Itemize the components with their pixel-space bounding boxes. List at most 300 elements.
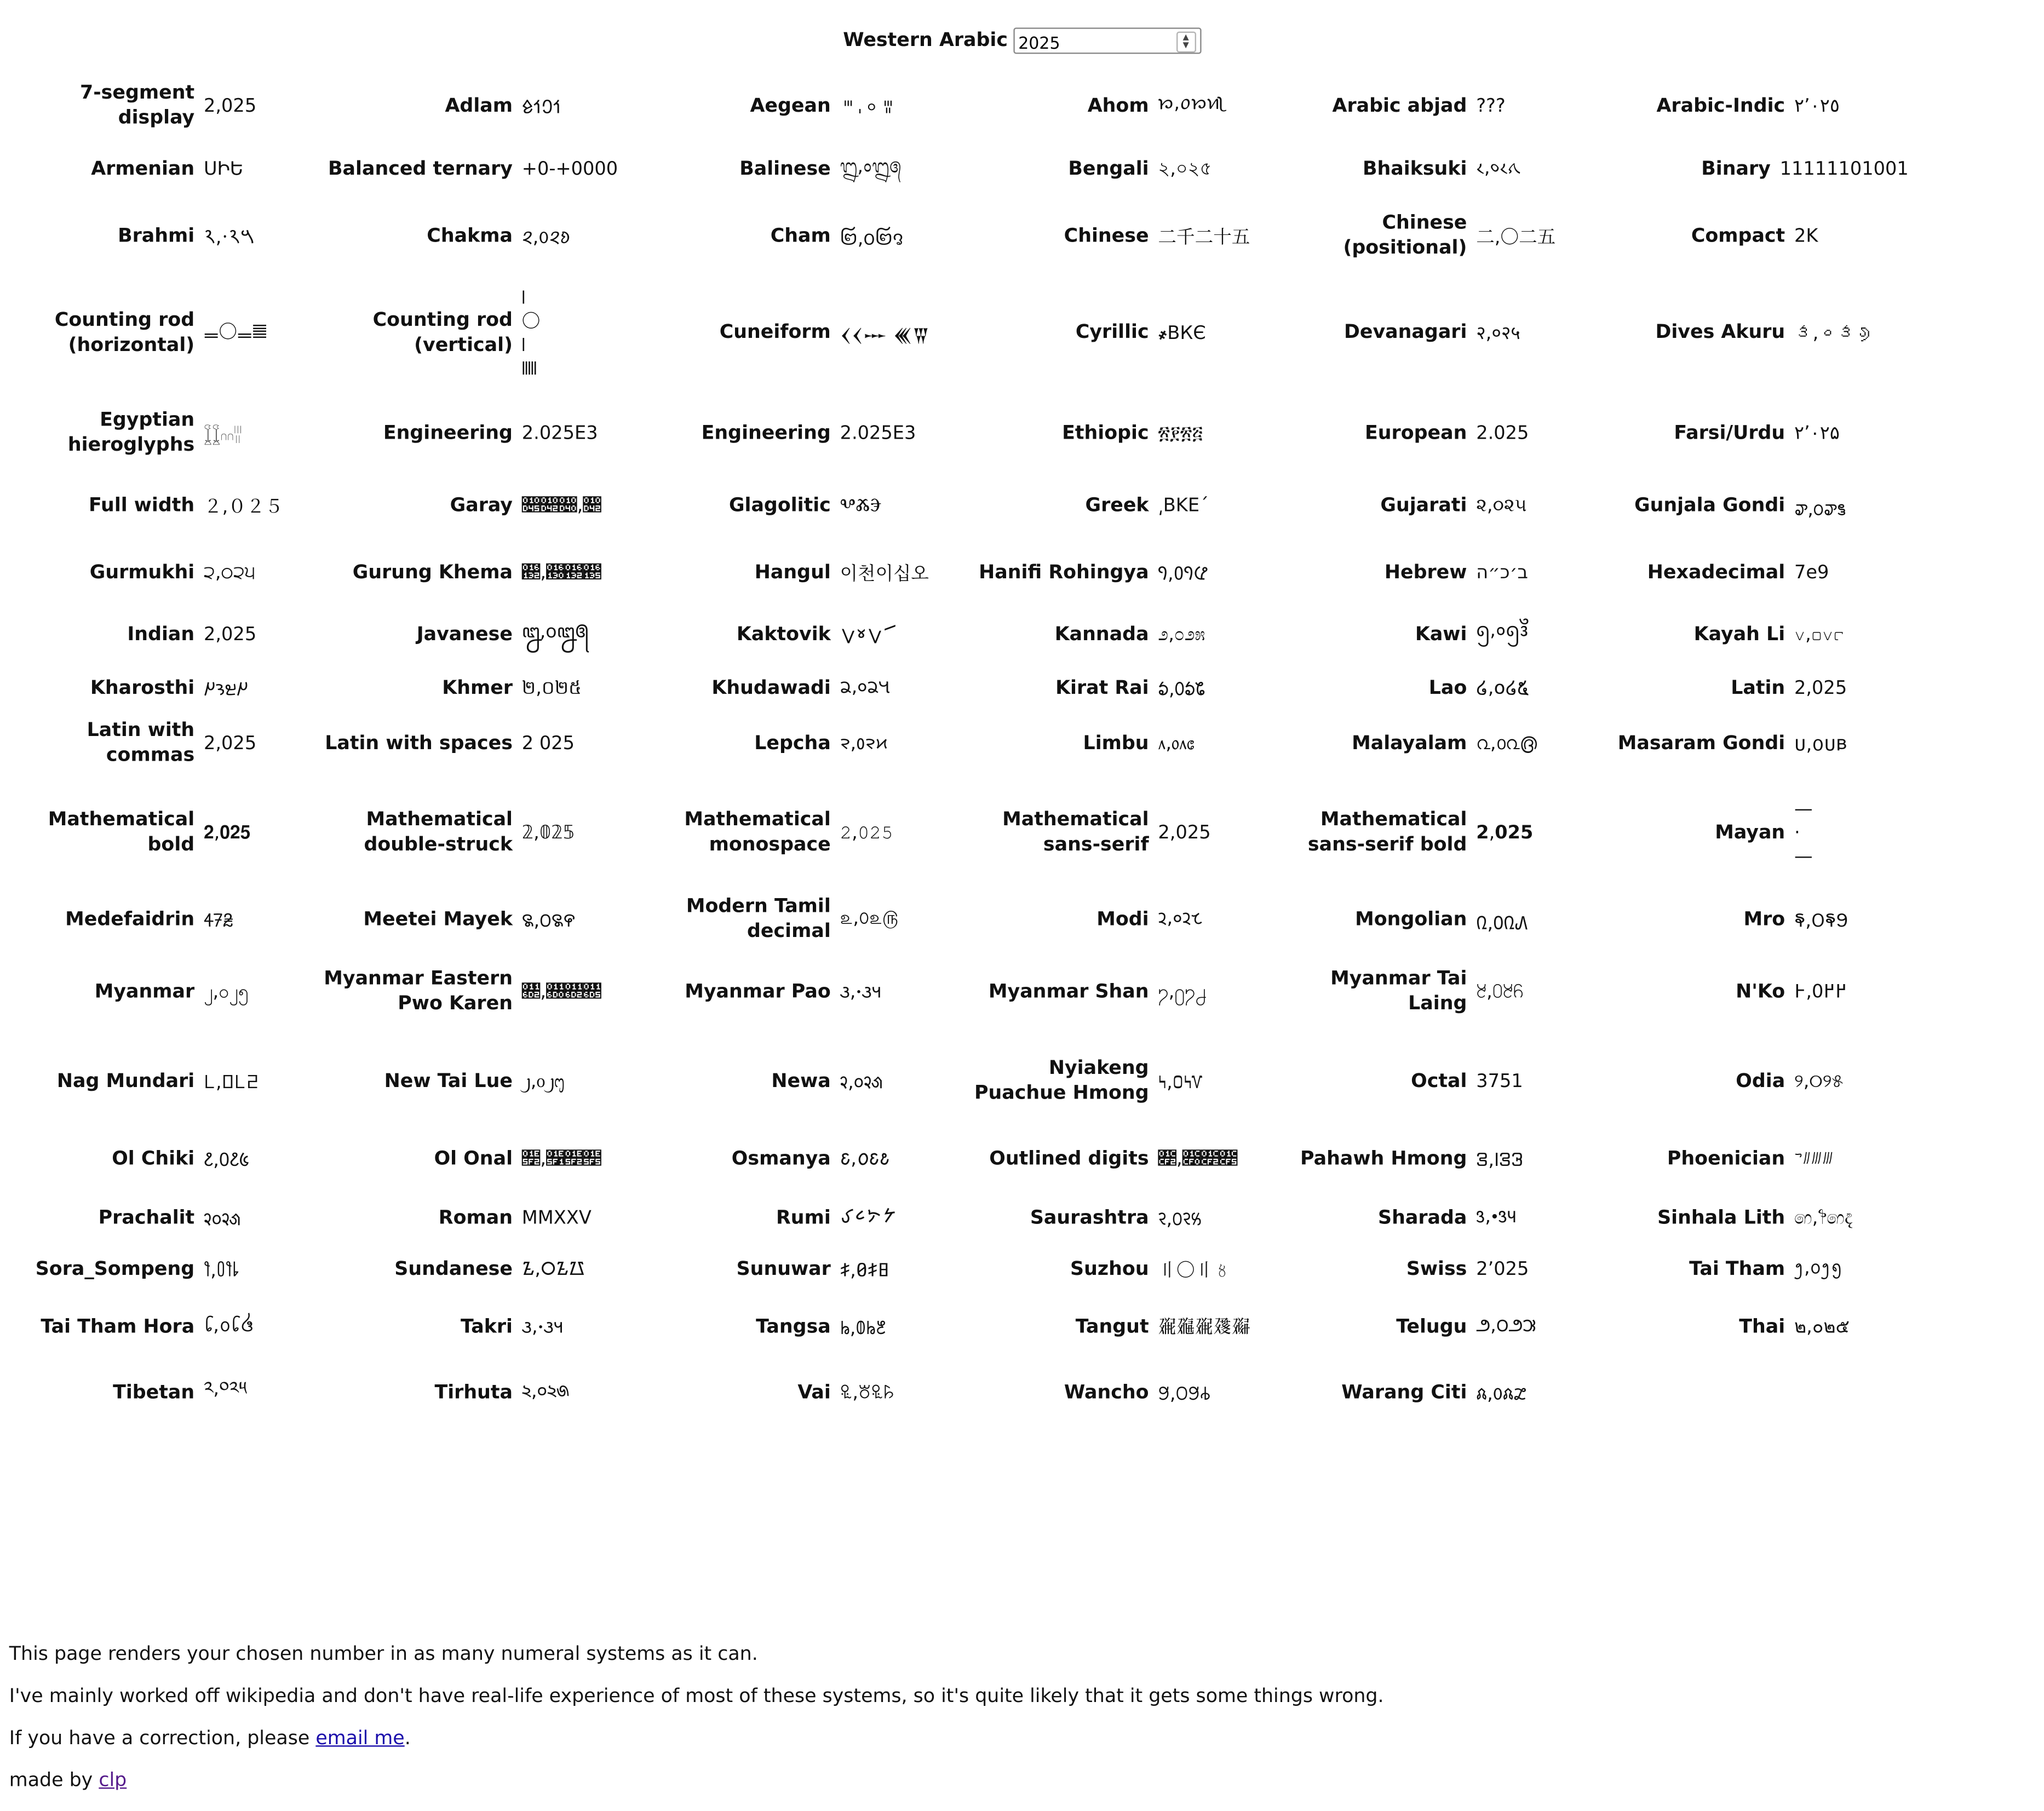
numeral-cell bbox=[0, 1245, 318, 1295]
numeral-cell bbox=[318, 395, 636, 472]
numeral-system-label: Myanmar Eastern Pwo Karen bbox=[324, 968, 513, 1015]
numeral-cell bbox=[0, 774, 318, 893]
numeral-system-label: Malayalam bbox=[1352, 733, 1467, 754]
numeral-cell bbox=[318, 1126, 636, 1192]
numeral-grid bbox=[0, 76, 2044, 1426]
numeral-value: ᱒,᱐᱒᱕ bbox=[204, 1149, 249, 1171]
numeral-cell bbox=[954, 540, 1272, 606]
numeral-cell bbox=[1272, 395, 1591, 472]
numeral-value: ෨,෦෨෫ bbox=[1794, 1208, 1853, 1229]
numeral-value: ᪒,᪐᪒᪕ bbox=[204, 1315, 254, 1337]
numeral-cell bbox=[954, 137, 1272, 203]
numeral-cell bbox=[954, 1037, 1272, 1126]
numeral-value: 𑑒𑑐𑑒𑑕 bbox=[204, 1208, 241, 1230]
numeral-value: 𝟮,𝟬𝟮𝟱 bbox=[1476, 823, 1534, 844]
numeral-value: 𑓒,𑓐𑓒𑓕 bbox=[521, 1381, 570, 1402]
numeral-value: 𞅂,𞅀𞅂𞅅 bbox=[1158, 1072, 1203, 1093]
numeral-system-label: Mro bbox=[1743, 909, 1785, 930]
numeral-cell bbox=[0, 947, 318, 1037]
numeral-value: ⰂⰆⰅ bbox=[840, 495, 882, 517]
number-picker bbox=[0, 0, 2044, 55]
numeral-system-label: Sharada bbox=[1378, 1207, 1467, 1228]
numeral-cell bbox=[1272, 714, 1591, 774]
numeral-system-label: Takri bbox=[461, 1316, 513, 1337]
numeral-value: 2’025 bbox=[1476, 1259, 1529, 1280]
numeral-cell bbox=[954, 1245, 1272, 1295]
numeral-system-label: Hexadecimal bbox=[1647, 562, 1785, 583]
numeral-value: 𑛂,𑛀𑛂𑛅 bbox=[521, 1316, 564, 1337]
numeral-cell bbox=[1272, 893, 1591, 948]
numeral-cell bbox=[1591, 540, 1909, 606]
numeral-system-label: Hebrew bbox=[1384, 562, 1467, 583]
numeral-cell bbox=[954, 893, 1272, 948]
numeral-value: 𑜲,𑜰𑜲𑜵 bbox=[1158, 93, 1226, 114]
numeral-value: 𑥒,𑥐𑥒𑥕 bbox=[1794, 323, 1874, 344]
numeral-system-label: Tirhuta bbox=[434, 1382, 513, 1403]
numeral-cell bbox=[318, 664, 636, 714]
numeral-value: ꤂,꤀꤂꤅ bbox=[1794, 624, 1845, 646]
numeral-cell bbox=[636, 893, 955, 948]
numeral-cell bbox=[636, 395, 955, 472]
numeral-system-label: 7-segment display bbox=[80, 83, 195, 129]
numeral-value: ՍԻԵ bbox=[204, 159, 244, 180]
numeral-system-label: Outlined digits bbox=[989, 1148, 1149, 1169]
spinner-control[interactable] bbox=[1176, 32, 1196, 53]
numeral-system-label: Kannada bbox=[1054, 623, 1149, 645]
numeral-system-label: Tangsa bbox=[756, 1316, 831, 1337]
numeral-value: ፳፻፳፭ bbox=[1158, 423, 1203, 445]
numeral-value: 𖺂𖺊𖺅 bbox=[204, 910, 234, 932]
numeral-system-label: Thai bbox=[1739, 1316, 1785, 1337]
numeral-value: MMXXV bbox=[521, 1208, 592, 1229]
numeral-value: ᠒,᠐᠒᠕ bbox=[1476, 913, 1528, 935]
numeral-cell bbox=[318, 714, 636, 774]
numeral-value: ២,០២៥ bbox=[521, 677, 582, 699]
numeral-value: ꘢,꘠꘢꘥ bbox=[840, 1382, 895, 1404]
numeral-system-label: Octal bbox=[1411, 1070, 1467, 1092]
numeral-system-label: Gurmukhi bbox=[89, 562, 195, 583]
spin-up-icon[interactable]: ▲ bbox=[1182, 33, 1189, 42]
numeral-cell bbox=[636, 1245, 955, 1295]
numeral-cell bbox=[1272, 1295, 1591, 1360]
numeral-value: 이천이십오 bbox=[840, 564, 929, 585]
numeral-cell bbox=[1591, 1037, 1909, 1126]
numeral-cell bbox=[0, 472, 318, 541]
numeral-cell bbox=[0, 664, 318, 714]
author-link[interactable]: clp bbox=[99, 1770, 127, 1792]
numeral-cell bbox=[636, 947, 955, 1037]
numeral-system-label: Engineering bbox=[383, 422, 513, 444]
numeral-value: 𑶢,𑶠𑶢𑶥 bbox=[1794, 498, 1846, 520]
numeral-system-label: Chakma bbox=[427, 225, 513, 247]
numeral-value: 𑣢,𑣠𑣢𑣥 bbox=[1476, 1384, 1527, 1405]
numeral-system-label: European bbox=[1364, 422, 1467, 444]
numeral-value: 𐹡𐹩𐹳𐹤 bbox=[840, 1206, 897, 1228]
numeral-value: 𑋲,𑋰𑋲𑋵 bbox=[840, 677, 890, 698]
numeral-system-label: Greek bbox=[1085, 495, 1149, 516]
numeral-value: ੨,੦੨੫ bbox=[204, 562, 256, 584]
numeral-value: 𐤛𐤛𐤚𐤗 bbox=[1794, 1148, 1834, 1170]
numeral-value: ೨,೦೨೫ bbox=[1158, 624, 1205, 646]
numeral-cell bbox=[636, 472, 955, 541]
footer-intro: This page renders your chosen number in as many numeral systems as it can. bbox=[9, 1644, 758, 1665]
numeral-cell bbox=[318, 947, 636, 1037]
numeral-value: 𐴲,𐴰𐴲𐴵 bbox=[1158, 563, 1208, 584]
numeral-system-label: Dives Akuru bbox=[1655, 322, 1785, 343]
numeral-cell bbox=[636, 540, 955, 606]
numeral-value: 𑱒,𑱐𑱒𑱕 bbox=[1476, 157, 1519, 179]
numeral-system-label: Latin with spaces bbox=[325, 733, 513, 754]
numeral-value: ב׳כ״ה bbox=[1476, 562, 1528, 584]
numeral-value: 𖫂,𖫀𖫂𖫅 bbox=[840, 1318, 886, 1339]
numeral-value: ૨,૦૨૫ bbox=[1476, 495, 1527, 517]
numeral-value: 2,025 bbox=[204, 96, 257, 117]
numeral-value: 𜳲,𜳰𜳲𜳵 bbox=[1158, 1148, 1238, 1170]
numeral-value: ႒,႐႒႕ bbox=[1158, 981, 1207, 1003]
numeral-value: 𑯲,𑯰𑯲𑯵 bbox=[840, 1260, 890, 1281]
numeral-system-label: Swiss bbox=[1406, 1258, 1467, 1280]
numeral-system-label: Devanagari bbox=[1344, 322, 1467, 343]
numeral-value: 2,025 bbox=[204, 733, 257, 755]
numeral-cell bbox=[0, 1360, 318, 1426]
numeral-cell bbox=[1272, 1126, 1591, 1192]
numeral-cell bbox=[1591, 1245, 1909, 1295]
numeral-cell bbox=[954, 1360, 1272, 1426]
numeral-system-label: Masaram Gondi bbox=[1617, 733, 1785, 754]
numeral-value: 𑛂,𑛀𑛂𑛅 bbox=[840, 981, 882, 1003]
numeral-value: ൨,൦൨൫ bbox=[1476, 733, 1537, 755]
numeral-value: 𖭒,𖭐𖭒𖭕 bbox=[1476, 1149, 1524, 1171]
numeral-system-label: Kayah Li bbox=[1693, 623, 1785, 645]
numeral-system-label: Phoenician bbox=[1667, 1148, 1785, 1169]
numeral-cell bbox=[318, 1037, 636, 1126]
numeral-cell bbox=[954, 606, 1272, 664]
numeral-cell bbox=[636, 774, 955, 893]
numeral-value: 𝟐,𝟎𝟐𝟓 bbox=[204, 823, 251, 844]
numeral-value: ୨,୦୨୫ bbox=[1794, 1071, 1844, 1093]
numeral-value: 〢〇〢〥 bbox=[1158, 1260, 1232, 1281]
numeral-system-label: Tangut bbox=[1075, 1316, 1149, 1337]
numeral-cell bbox=[1591, 714, 1909, 774]
numeral-cell bbox=[318, 1360, 636, 1426]
numeral-system-label: Counting rod (horizontal) bbox=[54, 309, 195, 356]
numeral-cell bbox=[0, 271, 318, 395]
numeral-system-label: Counting rod (vertical) bbox=[372, 309, 513, 356]
numeral-cell bbox=[1272, 203, 1591, 271]
numeral-value: ??? bbox=[1476, 96, 1506, 117]
numeral-system-label: Osmanya bbox=[731, 1148, 831, 1169]
number-input[interactable] bbox=[1014, 31, 1178, 54]
numeral-cell bbox=[1591, 76, 1909, 136]
numeral-cell bbox=[1272, 1192, 1591, 1245]
numeral-cell bbox=[318, 1192, 636, 1245]
numeral-system-label: Farsi/Urdu bbox=[1674, 422, 1785, 444]
numeral-cell bbox=[318, 76, 636, 136]
numeral-system-label: Arabic-Indic bbox=[1656, 95, 1785, 117]
numeral-system-label: Kharosthi bbox=[90, 677, 195, 699]
numeral-value: 𖩢,𖩠𖩢𖩥 bbox=[1794, 910, 1848, 932]
numeral-cell bbox=[1591, 472, 1909, 541]
numeral-cell bbox=[954, 472, 1272, 541]
numeral-value: ꩒,꩐꩒꩕ bbox=[840, 228, 904, 249]
numeral-cell bbox=[318, 472, 636, 541]
numeral-cell bbox=[636, 1192, 955, 1245]
footer bbox=[9, 1643, 1384, 1811]
numeral-system-label: Sundanese bbox=[394, 1258, 513, 1280]
numeral-value: 𗘂𗘃𗘂𗘄𗘅 bbox=[1158, 1316, 1250, 1338]
numeral-system-label: Glagolitic bbox=[728, 495, 831, 516]
numeral-system-label: Mathematical bold bbox=[48, 809, 195, 856]
numeral-value: 𐄉𐄀𐄙𐄋 bbox=[840, 96, 897, 118]
numeral-value: 二千二十五 bbox=[1158, 227, 1250, 249]
numeral-system-label: Nag Mundari bbox=[56, 1070, 195, 1092]
numeral-value: 𖵲,𖵰𖵲𖵵 bbox=[1158, 679, 1205, 701]
numeral-value: ၂,၀၂၅ bbox=[204, 981, 249, 1003]
numeral-cell bbox=[1272, 271, 1591, 395]
numeral-cell bbox=[0, 395, 318, 472]
numeral-cell bbox=[318, 893, 636, 948]
numeral-system-label: Mathematical double-struck bbox=[364, 809, 513, 856]
numeral-cell bbox=[0, 606, 318, 664]
numeral-system-label: Bengali bbox=[1068, 158, 1149, 180]
numeral-cell bbox=[636, 271, 955, 395]
numeral-system-label: Javanese bbox=[416, 623, 513, 645]
numeral-system-label: Wancho bbox=[1064, 1382, 1149, 1403]
number-input-box[interactable] bbox=[1013, 27, 1201, 54]
numeral-cell bbox=[954, 947, 1272, 1037]
numeral-value: 𐒢,𐒠𐒢𐒥 bbox=[840, 1148, 890, 1170]
numeral-system-label: Kirat Rai bbox=[1055, 677, 1149, 699]
numeral-cell bbox=[1591, 203, 1909, 271]
numeral-system-label: Tai Tham bbox=[1689, 1258, 1785, 1280]
numeral-cell bbox=[0, 540, 318, 606]
numeral-system-label: Cham bbox=[770, 225, 831, 247]
numeral-cell bbox=[1272, 540, 1591, 606]
numeral-system-label: Khmer bbox=[442, 677, 513, 699]
numeral-cell bbox=[318, 137, 636, 203]
numeral-system-label: Cuneiform bbox=[719, 322, 831, 343]
numeral-system-label: Binary bbox=[1701, 158, 1771, 180]
numeral-value: 𝟚,𝟘𝟚𝟝 bbox=[521, 823, 575, 844]
numeral-cell bbox=[0, 76, 318, 136]
numeral-cell bbox=[1272, 774, 1591, 893]
numeral-system-label: Rumi bbox=[776, 1207, 831, 1228]
numeral-value: 𑙒,𑙐𑙒𑙕 bbox=[1158, 907, 1203, 929]
numeral-system-label: Hanifi Rohingya bbox=[979, 562, 1149, 583]
numeral-value: 𑇒,𑇐𑇒𑇕 bbox=[1476, 1206, 1517, 1227]
numeral-value: 𑄸,𑄶𑄸𑄻 bbox=[521, 227, 571, 249]
numeral-system-label: Tibetan bbox=[113, 1382, 195, 1403]
numeral-cell bbox=[954, 1192, 1272, 1245]
numeral-cell bbox=[636, 1360, 955, 1426]
numeral-cell bbox=[318, 203, 636, 271]
numeral-system-label: Newa bbox=[771, 1070, 831, 1092]
numeral-value: ꧲,꧰꧲꧵ bbox=[1476, 981, 1524, 1003]
numeral-system-label: Mathematical sans-serif bbox=[1002, 809, 1149, 856]
numeral-system-label: Lepcha bbox=[754, 733, 831, 754]
numeral-value: 𞥒𞥐𞥒𞥕 bbox=[521, 96, 561, 118]
numeral-value: ๒,๐๒๕ bbox=[1794, 1316, 1850, 1338]
numeral-cell bbox=[1591, 606, 1909, 664]
numeral-cell bbox=[954, 664, 1272, 714]
numeral-system-label: Limbu bbox=[1083, 733, 1149, 754]
numeral-system-label: Telugu bbox=[1396, 1316, 1467, 1337]
numeral-system-label: Prachalit bbox=[98, 1207, 195, 1228]
numeral-value: ༢,༠༢༥ bbox=[204, 1378, 247, 1400]
numeral-system-label: Latin with commas bbox=[87, 720, 195, 767]
numeral-cell bbox=[1591, 271, 1909, 395]
numeral-system-label: Warang Citi bbox=[1341, 1382, 1467, 1403]
numeral-cell bbox=[954, 1126, 1272, 1192]
numeral-value: ᱂,᱀᱂᱅ bbox=[840, 733, 888, 754]
email-link[interactable]: email me bbox=[315, 1728, 405, 1750]
numeral-cell bbox=[1272, 664, 1591, 714]
numeral-cell bbox=[636, 137, 955, 203]
numeral-system-label: N'Ko bbox=[1736, 981, 1785, 1003]
numeral-system-label: Roman bbox=[438, 1207, 513, 1228]
numeral-value: 2.025 bbox=[1476, 423, 1529, 445]
numeral-value: ໒,໐໒໕ bbox=[1476, 678, 1529, 699]
numeral-system-label: Mathematical monospace bbox=[684, 809, 831, 856]
numeral-system-label: Pahawh Hmong bbox=[1300, 1148, 1467, 1169]
numeral-value: 2.025E3 bbox=[840, 423, 916, 445]
numeral-cell bbox=[954, 714, 1272, 774]
numeral-cell bbox=[1591, 774, 1909, 893]
numeral-cell bbox=[1272, 76, 1591, 136]
numeral-cell bbox=[636, 1037, 955, 1126]
numeral-value: ᥈,᥆᥈᥋ bbox=[1158, 733, 1195, 755]
numeral-value: ᭒,᭐᭒᭕ bbox=[840, 156, 902, 177]
numeral-cell bbox=[954, 774, 1272, 893]
numeral-system-label: Garay bbox=[450, 495, 513, 516]
numeral-system-label: Meetei Mayek bbox=[363, 909, 513, 930]
numeral-system-label: Suzhou bbox=[1070, 1258, 1149, 1280]
numeral-system-label: Ethiopic bbox=[1062, 422, 1149, 444]
numeral-system-label: Tai Tham Hora bbox=[41, 1316, 195, 1337]
numeral-cell bbox=[1272, 606, 1591, 664]
numeral-cell bbox=[954, 271, 1272, 395]
numeral-cell bbox=[954, 1295, 1272, 1360]
numeral-value: 𑛒,𑛐𑛒𑛕 bbox=[521, 981, 601, 1003]
numeral-value: ᪂,᪀᪂᪅ bbox=[1794, 1257, 1842, 1279]
numeral-value: 𞓲,𞓰𞓲𞓵 bbox=[204, 1072, 259, 1093]
numeral-value: ꯲,꯰꯲꯵ bbox=[521, 910, 575, 932]
footer-credit bbox=[9, 1769, 1384, 1792]
numeral-cell bbox=[1591, 1192, 1909, 1245]
numeral-value: 𑃲,𑃰𑃲𑃵 bbox=[204, 1260, 239, 1281]
numeral-system-label: Gurung Khema bbox=[352, 562, 513, 583]
numeral-cell bbox=[1591, 137, 1909, 203]
numeral-value: 𞗲,𞗱𞗲𞗵 bbox=[521, 1148, 601, 1170]
numeral-value: ꧒,꧐꧒꧕ bbox=[521, 621, 589, 642]
numeral-cell bbox=[0, 1037, 318, 1126]
numeral-system-label: Sunuwar bbox=[736, 1258, 831, 1280]
numeral-system-label: Myanmar Shan bbox=[988, 981, 1149, 1003]
numeral-value: ২,০২৫ bbox=[1158, 159, 1212, 180]
numeral-value: ҂ВКЄ bbox=[1158, 323, 1206, 344]
numeral-cell bbox=[318, 540, 636, 606]
numeral-system-label: Myanmar bbox=[94, 981, 195, 1003]
numeral-cell bbox=[1591, 1295, 1909, 1360]
numeral-system-label: Kaktovik bbox=[736, 623, 831, 645]
numeral-value: 𞋲,𞋰𞋲𞋵 bbox=[1158, 1384, 1211, 1405]
numeral-cell bbox=[954, 395, 1272, 472]
numeral-value: 𝋂𝋀𝋂𝋅 bbox=[840, 623, 897, 644]
numeral-cell bbox=[1591, 893, 1909, 948]
numeral-cell bbox=[954, 76, 1272, 136]
numeral-cell bbox=[1591, 947, 1909, 1037]
numeral-value: ౨,౦౨౫ bbox=[1476, 1315, 1536, 1336]
numeral-cell bbox=[318, 1245, 636, 1295]
numeral-value: ٢٬٠٢٥ bbox=[1794, 96, 1840, 117]
numeral-value: ᧒,᧐᧒᧕ bbox=[521, 1070, 565, 1092]
numeral-system-label: Mathematical sans-serif bold bbox=[1307, 809, 1467, 856]
numeral-cell bbox=[1272, 1360, 1591, 1426]
numeral-system-label: Medefaidrin bbox=[65, 909, 195, 930]
numeral-value: 𝍡〇𝍡𝍤 bbox=[204, 321, 267, 343]
footer-disclaimer: I've mainly worked off wikipedia and don't have real-life experience of most of these systems, so it's quite likely that it gets some things wrong. bbox=[9, 1686, 1384, 1707]
numeral-cell bbox=[636, 664, 955, 714]
numeral-value: ͵ΒΚΕ´ bbox=[1158, 495, 1209, 517]
numeral-system-label: Nyiakeng Puachue Hmong bbox=[974, 1058, 1149, 1105]
numeral-value: 2 025 bbox=[521, 733, 575, 755]
numeral-system-label: Arabic abjad bbox=[1332, 95, 1467, 117]
numeral-cell bbox=[1272, 947, 1591, 1037]
numeral-cell bbox=[0, 893, 318, 948]
numeral-value: ꣒,꣐꣒꣕ bbox=[1158, 1208, 1202, 1230]
numeral-system-label: Mayan bbox=[1715, 822, 1785, 843]
spin-down-icon[interactable]: ▼ bbox=[1182, 41, 1189, 50]
numeral-value: 𝟸,𝟶𝟸𝟻 bbox=[840, 823, 893, 844]
numeral-cell bbox=[1272, 137, 1591, 203]
numeral-cell bbox=[636, 76, 955, 136]
numeral-cell bbox=[0, 137, 318, 203]
numeral-value: 7e9 bbox=[1794, 562, 1829, 584]
numeral-system-label: Full width bbox=[89, 495, 195, 516]
numeral-cell bbox=[636, 714, 955, 774]
numeral-cell bbox=[0, 1192, 318, 1245]
numeral-cell bbox=[0, 1295, 318, 1360]
numeral-value: ߂߂߀,߅ bbox=[1794, 981, 1847, 1003]
numeral-cell bbox=[1272, 1037, 1591, 1126]
numeral-cell bbox=[318, 606, 636, 664]
numeral-system-label: Gunjala Gondi bbox=[1634, 495, 1785, 516]
numeral-cell bbox=[636, 606, 955, 664]
numeral-system-label: Chinese (positional) bbox=[1343, 212, 1467, 259]
numeral-cell bbox=[636, 1126, 955, 1192]
numeral-cell bbox=[0, 714, 318, 774]
numeral-value: 𑁨,𑁦𑁨𑁫 bbox=[204, 227, 255, 248]
numeral-value: 𒌋𒌋𒐁 𒌍𒐊 bbox=[840, 325, 930, 347]
numeral-value: 2,025 bbox=[204, 624, 257, 646]
credit-prefix: made by bbox=[9, 1770, 99, 1792]
numeral-system-label: Balinese bbox=[739, 158, 831, 180]
numeral-system-label: Hangul bbox=[754, 562, 831, 583]
numeral-system-label: Armenian bbox=[91, 158, 195, 180]
numeral-system-label: Khudawadi bbox=[711, 677, 831, 699]
numeral-system-label: Compact bbox=[1691, 225, 1785, 247]
numeral-system-label: Ol Chiki bbox=[112, 1148, 195, 1169]
numeral-cell bbox=[0, 1126, 318, 1192]
numeral-cell bbox=[1591, 664, 1909, 714]
numeral-system-label: Adlam bbox=[445, 95, 513, 117]
numeral-cell bbox=[1591, 395, 1909, 472]
numeral-system-label: Vai bbox=[797, 1382, 831, 1403]
numeral-value: ۲٬۰۲۵ bbox=[1794, 423, 1840, 445]
numeral-value: 𝟤,𝟢𝟤𝟧 bbox=[1158, 823, 1211, 844]
numeral-value: — · — bbox=[1794, 799, 1813, 868]
numeral-system-label: Chinese bbox=[1064, 225, 1149, 247]
